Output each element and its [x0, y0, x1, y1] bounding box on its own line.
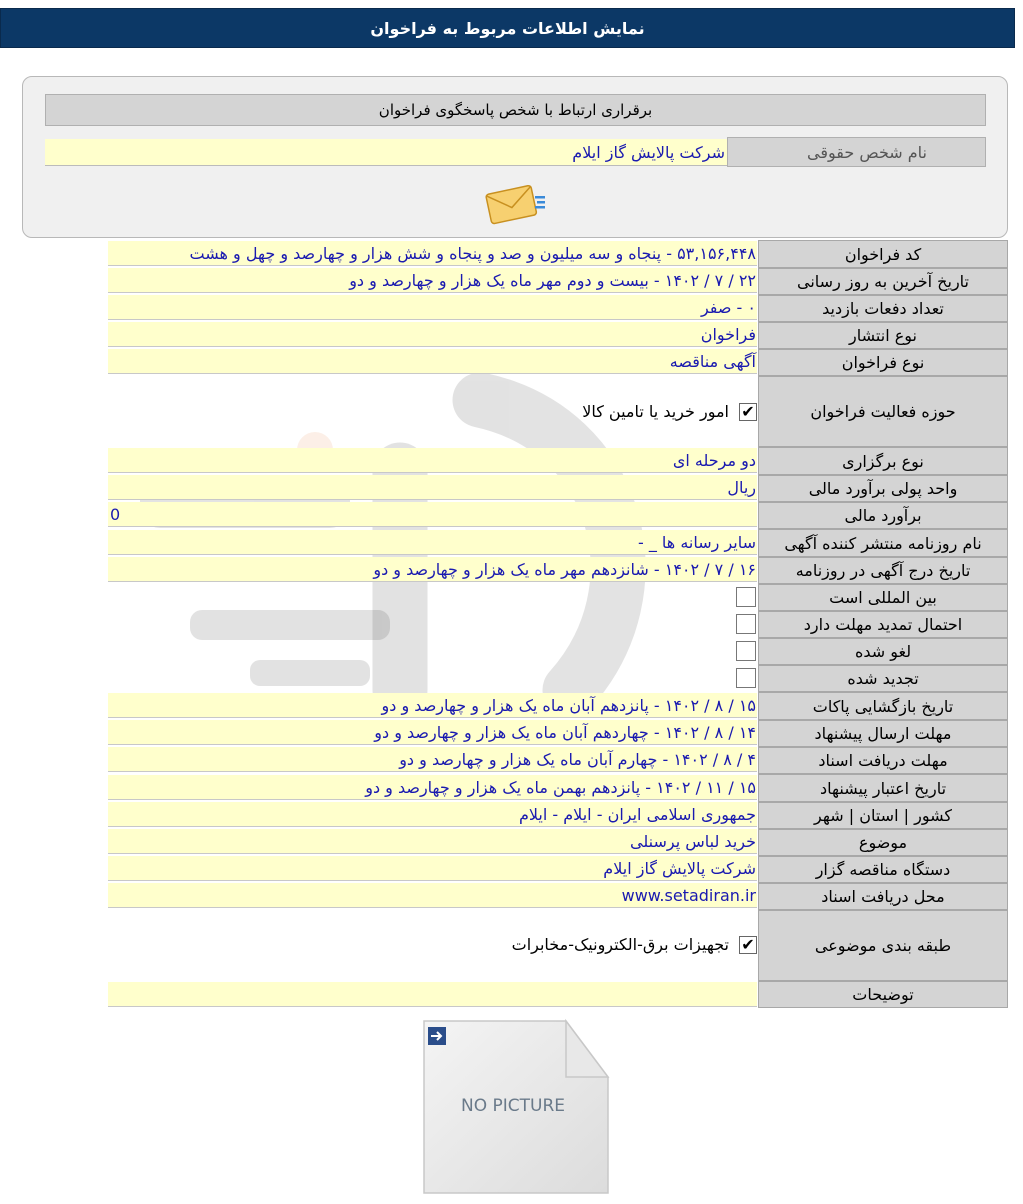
newspaper-label: نام روزنامه منتشر کننده آگهی [758, 529, 1008, 557]
category-text: تجهیزات برق-الکترونیک-مخابرات [511, 935, 729, 954]
legal-entity-label: نام شخص حقوقی [727, 137, 986, 167]
pub-type-value: فراخوان [108, 322, 757, 347]
no-picture-text: NO PICTURE [460, 1096, 566, 1116]
intl-label: بین المللی است [758, 584, 1008, 611]
category-label: طبقه بندی موضوعی [758, 910, 1008, 981]
renewed-checkbox[interactable] [736, 668, 756, 688]
open-date-value: ۱۵ / ۸ / ۱۴۰۲ - پانزدهم آبان ماه یک هزار و چهارصد و دو [108, 693, 757, 718]
ad-date-value: ۱۶ / ۷ / ۱۴۰۲ - شانزدهم مهر ماه یک هزار و چهارصد و دو [108, 557, 757, 582]
submit-deadline-label: مهلت ارسال پیشنهاد [758, 720, 1008, 747]
extend-label: احتمال تمدید مهلت دارد [758, 611, 1008, 638]
contact-title: برقراری ارتباط با شخص پاسخگوی فراخوان [45, 94, 986, 126]
contact-panel [22, 76, 1008, 238]
pub-type-label: نوع انتشار [758, 322, 1008, 349]
legal-entity-value: شرکت پالایش گاز ایلام [45, 139, 727, 166]
visits-value: ۰ - صفر [108, 295, 757, 320]
hold-type-value: دو مرحله ای [108, 448, 757, 473]
currency-value: ریال [108, 475, 757, 500]
location-label: کشور | استان | شهر [758, 802, 1008, 829]
location-value: جمهوری اسلامی ایران - ایلام - ایلام [108, 802, 757, 827]
validity-value: ۱۵ / ۱۱ / ۱۴۰۲ - پانزدهم بهمن ماه یک هزار و چهارصد و دو [108, 775, 757, 800]
extend-checkbox[interactable] [736, 614, 756, 634]
scope-option [582, 402, 757, 421]
last-update-value: ۲۲ / ۷ / ۱۴۰۲ - بیست و دوم مهر ماه یک هزار و چهارصد و دو [108, 268, 757, 293]
open-date-label: تاریخ بازگشایی پاکات [758, 692, 1008, 720]
scope-text: امور خرید یا تامین کالا [582, 402, 729, 421]
cancelled-checkbox[interactable] [736, 641, 756, 661]
call-type-value: آگهی مناقصه [108, 349, 757, 374]
notes-label: توضیحات [758, 981, 1008, 1008]
code-value: ۵۳,۱۵۶,۴۴۸ - پنجاه و سه میلیون و صد و پنجاه و شش هزار و چهارصد و چهل و هشت [108, 241, 757, 266]
estimate-label: برآورد مالی [758, 502, 1008, 529]
code-label: کد فراخوان [758, 240, 1008, 268]
doc-place-link[interactable]: www.setadiran.ir [108, 883, 757, 908]
org-value: شرکت پالایش گاز ایلام [108, 856, 757, 881]
renewed-label: تجدید شده [758, 665, 1008, 692]
currency-label: واحد پولی برآورد مالی [758, 475, 1008, 502]
validity-label: تاریخ اعتبار پیشنهاد [758, 774, 1008, 802]
page-header [0, 8, 1015, 48]
cancelled-label: لغو شده [758, 638, 1008, 665]
org-label: دستگاه مناقصه گزار [758, 856, 1008, 883]
call-type-label: نوع فراخوان [758, 349, 1008, 376]
page-title: نمایش اطلاعات مربوط به فراخوان [370, 18, 645, 38]
intl-checkbox[interactable] [736, 587, 756, 607]
last-update-label: تاریخ آخرین به روز رسانی [758, 268, 1008, 295]
subject-label: موضوع [758, 829, 1008, 856]
doc-place-label: محل دریافت اسناد [758, 883, 1008, 910]
visits-label: تعداد دفعات بازدید [758, 295, 1008, 322]
submit-deadline-value: ۱۴ / ۸ / ۱۴۰۲ - چهاردهم آبان ماه یک هزار و چهارصد و دو [108, 720, 757, 745]
hold-type-label: نوع برگزاری [758, 447, 1008, 475]
ad-date-label: تاریخ درج آگهی در روزنامه [758, 557, 1008, 584]
doc-deadline-value: ۴ / ۸ / ۱۴۰۲ - چهارم آبان ماه یک هزار و چهارصد و دو [108, 747, 757, 772]
newspaper-value: سایر رسانه ها _ - [108, 530, 757, 555]
no-picture-icon [418, 1017, 613, 1197]
subject-value: خرید لباس پرسنلی [108, 829, 757, 854]
mail-icon[interactable] [484, 181, 548, 225]
estimate-value: 0 [108, 502, 757, 527]
notes-value [108, 982, 757, 1007]
category-checkbox[interactable]: ✔ [739, 936, 757, 954]
scope-checkbox[interactable]: ✔ [739, 403, 757, 421]
category-option [512, 935, 757, 954]
scope-label: حوزه فعالیت فراخوان [758, 376, 1008, 447]
doc-deadline-label: مهلت دریافت اسناد [758, 747, 1008, 774]
